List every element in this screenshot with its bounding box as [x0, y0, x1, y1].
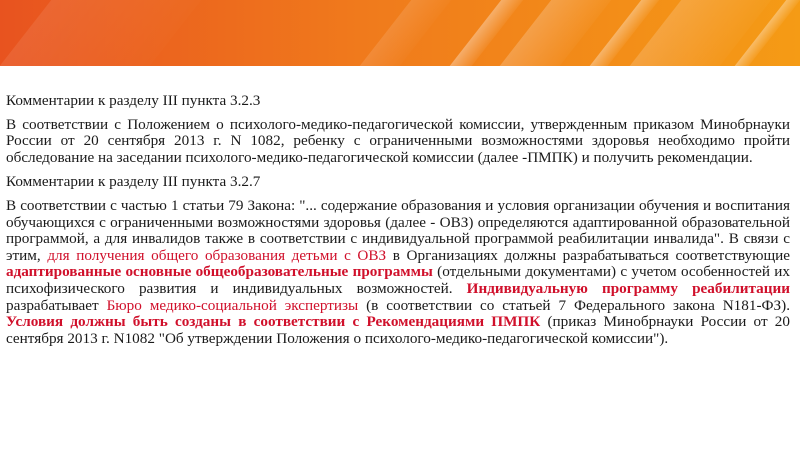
highlight-rehab-program: Индивидуальную программу реабилитации	[466, 279, 790, 297]
highlight-general-education: для получения общего образования детьми с ОВЗ	[47, 246, 387, 264]
paragraph-2	[6, 198, 790, 347]
paragraph-2-text: разрабатывает	[6, 296, 107, 314]
highlight-mse-bureau: Бюро медико-социальной экспертизы	[106, 296, 359, 314]
paragraph-2-text: В соответствии с частью 1 статьи 79 Закона: "... содержание образования и условия организации обучения и воспитания обучающихся с ограниченными возможностями здоровья (далее - ОВЗ) определяются адаптированной образовательной программой, а для инвалидов также в соответствии с индивидуальной программой реабилитации инвалида". В связи с этим,	[6, 196, 790, 264]
section-heading-1: Комментарии к разделу III пункта 3.2.3	[6, 92, 261, 109]
highlight-pmpk-conditions: Условия должны быть созданы в соответствии с Рекомендациями ПМПК	[6, 313, 541, 331]
slide-content	[6, 93, 790, 355]
paragraph-2-text: (в соответствии со статьей 7 Федерального закона N181-ФЗ).	[358, 296, 790, 314]
header-banner	[0, 0, 800, 66]
highlight-adapted-programs: адаптированные основные общеобразовательные программы	[6, 263, 433, 281]
paragraph-2-text: (отдельными документами) с учетом особенностей их психофизического развития и индивидуальных возможностей.	[6, 263, 790, 297]
paragraph-2-text: в Организациях должны разрабатываться соответствующие	[386, 246, 791, 264]
paragraph-1: В соответствии с Положением о психолого-медико-педагогической комиссии, утвержденным приказом Минобрнауки России от 20 сентября 2013 г. N 1082, ребенку с ограниченными возможностями здоровья необходимо пройти обследование на заседании психолого-медико-педагогической комиссии (далее -ПМПК) и получить рекомендации.	[6, 115, 790, 166]
banner-stripe	[0, 0, 217, 66]
banner-stripe	[333, 0, 467, 66]
paragraph-2-text: (приказ Минобрнауки России от 20 сентября 2013 г. N1082 "Об утверждении Положения о психолого-медико-педагогической комиссии").	[6, 313, 790, 347]
section-heading-2: Комментарии к разделу III пункта 3.2.7	[6, 173, 261, 191]
